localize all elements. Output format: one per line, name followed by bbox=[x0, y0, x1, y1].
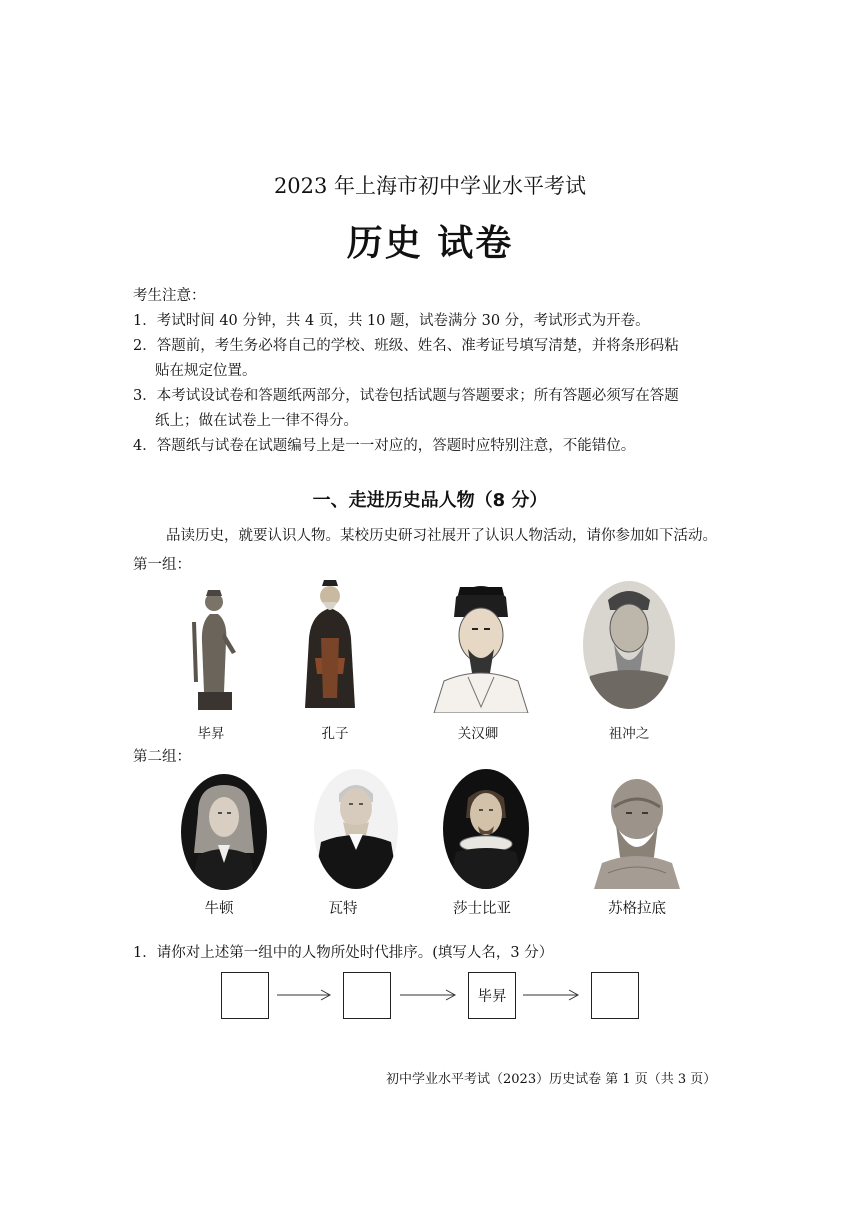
answer-box-2[interactable] bbox=[343, 972, 391, 1019]
caption-bisheng: 毕昇 bbox=[197, 726, 225, 742]
exam-name: 2023 年上海市初中学业水平考试 bbox=[273, 174, 587, 198]
answer-box-4[interactable] bbox=[591, 972, 639, 1019]
notice-item-continued: 贴在规定位置。 bbox=[155, 363, 257, 379]
section-intro: 品读历史，就要认识人物。某校历史研习社展开了认识人物活动，请你参加如下活动。 bbox=[166, 528, 717, 544]
candidate-notice bbox=[133, 284, 733, 459]
notice-item-continued: 纸上；做在试卷上一律不得分。 bbox=[155, 413, 358, 429]
paper-title: 历史 试卷 bbox=[346, 222, 514, 264]
socrates-bust-image bbox=[588, 773, 686, 889]
caption-guanhanqing: 关汉卿 bbox=[457, 726, 499, 742]
question-1: 1．请你对上述第一组中的人物所处时代排序。(填写人名，3 分） bbox=[133, 945, 554, 961]
shakespeare-image bbox=[442, 768, 530, 890]
caption-shakespeare: 莎士比亚 bbox=[453, 901, 511, 917]
arrow-right-icon bbox=[275, 988, 333, 1002]
zuchongzhi-image bbox=[582, 580, 676, 710]
page-footer: 初中学业水平考试（2023）历史试卷 第 1 页（共 3 页） bbox=[386, 1072, 717, 1087]
caption-newton: 牛顿 bbox=[204, 901, 234, 917]
bisheng-statue-image bbox=[184, 582, 244, 712]
notice-heading: 考生注意： bbox=[133, 288, 206, 304]
watt-image bbox=[313, 768, 399, 890]
arrow-right-icon bbox=[521, 988, 581, 1002]
notice-item: 1．考试时间 40 分钟，共 4 页，共 10 题，试卷满分 30 分，考试形式为开卷。 bbox=[133, 313, 650, 329]
group1-label: 第一组： bbox=[133, 557, 191, 573]
caption-zuchongzhi: 祖冲之 bbox=[608, 726, 650, 742]
confucius-image bbox=[297, 578, 363, 710]
answer-box-1[interactable] bbox=[221, 972, 269, 1019]
caption-confucius: 孔子 bbox=[321, 726, 349, 742]
notice-item: 3．本考试设试卷和答题纸两部分，试卷包括试题与答题要求；所有答题必须写在答题 bbox=[133, 388, 679, 404]
arrow-right-icon bbox=[398, 988, 458, 1002]
answer-box-3: 毕昇 bbox=[468, 972, 516, 1019]
caption-socrates: 苏格拉底 bbox=[608, 901, 666, 917]
section-title: 一、走进历史品人物（8 分） bbox=[312, 490, 548, 511]
guanhanqing-image bbox=[428, 577, 534, 713]
newton-image bbox=[180, 773, 268, 891]
notice-item: 4．答题纸与试卷在试题编号上是一一对应的，答题时应特别注意，不能错位。 bbox=[133, 438, 636, 454]
group2-label: 第二组： bbox=[133, 749, 191, 765]
caption-watt: 瓦特 bbox=[328, 901, 358, 917]
notice-item: 2．答题前，考生务必将自己的学校、班级、姓名、准考证号填写清楚，并将条形码粘 bbox=[133, 338, 679, 354]
